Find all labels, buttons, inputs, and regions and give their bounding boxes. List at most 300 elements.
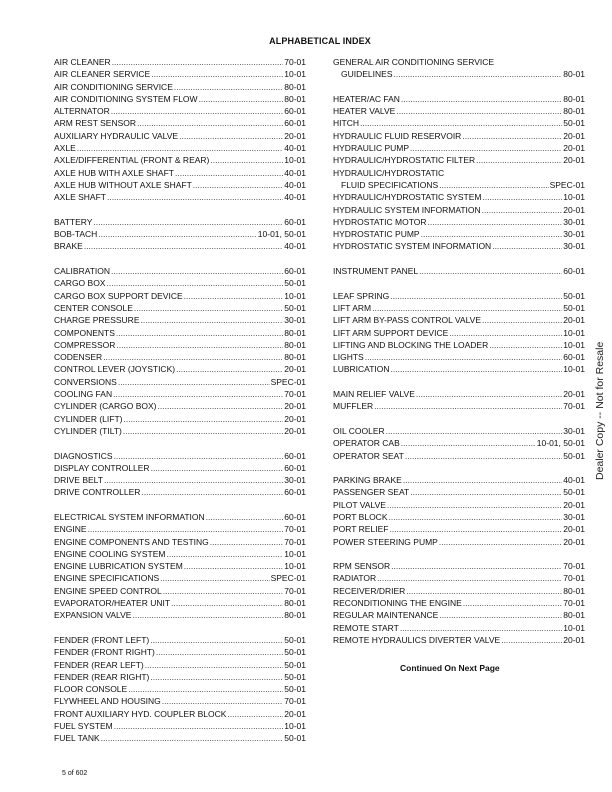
index-entry: [333, 597, 585, 609]
index-entry: [54, 634, 306, 646]
index-term: REMOTE HYDRAULICS DIVERTER VALVE: [333, 634, 501, 645]
dot-leader: [145, 659, 284, 671]
index-entry: [54, 413, 306, 425]
index-page-ref: 60-01: [284, 118, 306, 129]
index-page-ref: 50-01: [563, 302, 585, 313]
dot-leader: [116, 339, 283, 351]
index-entry: [333, 204, 585, 216]
dot-leader: [210, 536, 283, 548]
index-term: DIAGNOSTICS: [54, 450, 113, 461]
index-entry: [54, 597, 306, 609]
index-term: AXLE SHAFT: [54, 192, 106, 203]
index-page-ref: 10-01: [563, 622, 585, 633]
dot-leader: [132, 609, 283, 621]
dot-leader: [401, 93, 562, 105]
dot-leader: [137, 117, 283, 129]
dot-leader: [98, 228, 257, 240]
index-entry: [54, 339, 306, 351]
index-page-ref: 50-01: [284, 733, 306, 744]
index-term: HYDRAULIC SYSTEM INFORMATION: [333, 204, 481, 215]
index-entry: [333, 351, 585, 363]
index-entry: [333, 240, 585, 252]
index-term: ENGINE LUBRICATION SYSTEM: [54, 561, 183, 572]
index-term: FENDER (REAR LEFT): [54, 659, 144, 670]
index-entry: [333, 474, 585, 486]
index-entry: [333, 167, 585, 179]
index-term: HYDROSTATIC PUMP: [333, 229, 420, 240]
dot-leader: [482, 191, 562, 203]
index-spacer: [54, 622, 306, 634]
index-page-ref: 50-01: [284, 302, 306, 313]
dot-leader: [171, 597, 283, 609]
index-page-ref: 10-01, 50-01: [257, 229, 306, 240]
dot-leader: [377, 572, 562, 584]
index-entry: [54, 474, 306, 486]
index-page-ref: 30-01: [284, 315, 306, 326]
index-term: GUIDELINES: [341, 69, 393, 80]
index-entry: [54, 683, 306, 695]
index-term: RPM SENSOR: [333, 561, 391, 572]
index-entry: [54, 450, 306, 462]
index-entry: [54, 228, 306, 240]
index-entry: [54, 179, 306, 191]
index-entry: [54, 695, 306, 707]
dot-leader: [114, 720, 284, 732]
index-term: COOLING FAN: [54, 389, 113, 400]
index-term: LUBRICATION: [333, 364, 390, 375]
index-page-ref: 60-01: [284, 487, 306, 498]
index-term: FLYWHEEL AND HOUSING: [54, 696, 161, 707]
page-title: ALPHABETICAL INDEX: [269, 36, 371, 46]
index-page-ref: 70-01: [563, 401, 585, 412]
index-term: OPERATOR CAB: [333, 438, 400, 449]
dot-leader: [394, 68, 563, 80]
index-page-ref: 10-01: [284, 548, 306, 559]
index-term: CALIBRATION: [54, 266, 111, 277]
dot-leader: [386, 425, 563, 437]
index-page-ref: SPEC-01: [270, 376, 306, 387]
index-term: BRAKE: [54, 241, 83, 252]
index-spacer: [54, 499, 306, 511]
index-page-ref: 20-01: [563, 524, 585, 535]
index-page-ref: 20-01: [563, 315, 585, 326]
index-page-ref: 70-01: [563, 598, 585, 609]
index-term: AIR CLEANER SERVICE: [54, 69, 151, 80]
dot-leader: [401, 437, 536, 449]
dot-leader: [501, 634, 562, 646]
dot-leader: [410, 142, 562, 154]
index-page-ref: 20-01: [284, 425, 306, 436]
index-term: LIFT ARM: [333, 302, 372, 313]
dot-leader: [391, 363, 563, 375]
index-page-ref: 10-01: [284, 290, 306, 301]
index-term: LEAF SPRING: [333, 290, 390, 301]
index-term: FLUID SPECIFICATIONS: [341, 179, 439, 190]
dot-leader: [84, 240, 283, 252]
index-term: FUEL TANK: [54, 733, 100, 744]
index-page-ref: 20-01: [284, 401, 306, 412]
dot-leader: [421, 228, 563, 240]
index-entry: [54, 732, 306, 744]
dot-leader: [410, 486, 562, 498]
dot-leader: [118, 376, 270, 388]
index-term: HYDRAULIC/HYDROSTATIC: [333, 167, 445, 178]
index-term: PORT RELIEF: [333, 524, 389, 535]
index-term: RADIATOR: [333, 573, 377, 584]
dot-leader: [374, 400, 562, 412]
dot-leader: [210, 154, 283, 166]
index-entry: [333, 290, 585, 302]
index-term: HYDRAULIC FLUID RESERVOIR: [333, 130, 462, 141]
index-page-ref: 40-01: [284, 143, 306, 154]
index-entry: [333, 314, 585, 326]
index-entry: [333, 634, 585, 646]
index-term: PARKING BRAKE: [333, 475, 402, 486]
dot-leader: [113, 388, 283, 400]
index-page-ref: 30-01: [284, 475, 306, 486]
index-term: CONVERSIONS: [54, 376, 117, 387]
index-term: AIR CLEANER: [54, 57, 111, 67]
index-entry: [54, 265, 306, 277]
index-page-ref: 70-01: [563, 561, 585, 572]
index-page-ref: 10-01: [284, 561, 306, 572]
index-term: ENGINE: [54, 524, 87, 535]
index-page-ref: 70-01: [284, 524, 306, 535]
index-entry: [333, 302, 585, 314]
index-page-ref: 50-01: [284, 659, 306, 670]
index-page-ref: 60-01: [563, 352, 585, 363]
index-page-ref: 70-01: [284, 696, 306, 707]
index-entry: [333, 450, 585, 462]
index-term: PORT BLOCK: [333, 511, 388, 522]
index-page-ref: 60-01: [284, 216, 306, 227]
index-spacer: [54, 437, 306, 449]
index-term: HYDRAULIC/HYDROSTATIC SYSTEM: [333, 192, 482, 203]
index-term: AXLE HUB WITHOUT AXLE SHAFT: [54, 179, 192, 190]
index-entry: [54, 191, 306, 203]
index-entry: [333, 511, 585, 523]
index-term: FLOOR CONSOLE: [54, 684, 128, 695]
index-spacer: [333, 376, 585, 388]
index-spacer: [333, 413, 585, 425]
index-entry: [333, 572, 585, 584]
index-entry: [54, 290, 306, 302]
index-page-ref: 50-01: [563, 290, 585, 301]
index-entry: [54, 277, 306, 289]
dot-leader: [463, 597, 562, 609]
dot-leader: [175, 167, 283, 179]
index-page-ref: 10-01: [563, 327, 585, 338]
index-term: AUXILIARY HYDRAULIC VALVE: [54, 130, 179, 141]
index-page-ref: 40-01: [563, 475, 585, 486]
index-page-ref: 70-01: [284, 536, 306, 547]
index-term: CONTROL LEVER (JOYSTICK): [54, 364, 176, 375]
index-page-ref: 10-01: [284, 69, 306, 80]
index-term: FENDER (FRONT LEFT): [54, 634, 150, 645]
index-entry: [333, 560, 585, 572]
index-entry: [54, 154, 306, 166]
index-page-ref: 50-01: [284, 671, 306, 682]
index-term: LIGHTS: [333, 352, 364, 363]
index-page-ref: SPEC-01: [270, 573, 306, 584]
index-entry: [333, 265, 585, 277]
index-term: MUFFLER: [333, 401, 374, 412]
dot-leader: [365, 351, 563, 363]
index-term: LIFT ARM BY-PASS CONTROL VALVE: [333, 315, 482, 326]
dot-leader: [428, 216, 563, 228]
index-term: PASSENGER SEAT: [333, 487, 410, 498]
index-term: HEATER/AC FAN: [333, 93, 400, 104]
index-spacer: [333, 253, 585, 265]
index-term: CYLINDER (CARGO BOX): [54, 401, 157, 412]
index-page-ref: 10-01: [284, 155, 306, 166]
index-column-left: [54, 56, 306, 745]
index-entry: [333, 327, 585, 339]
index-entry: [54, 400, 306, 412]
index-page-ref: 70-01: [284, 585, 306, 596]
index-entry: [333, 154, 585, 166]
index-term: INSTRUMENT PANEL: [333, 266, 419, 277]
index-entry: [333, 486, 585, 498]
index-spacer: [54, 253, 306, 265]
dot-leader: [405, 450, 562, 462]
dot-leader: [206, 511, 284, 523]
dot-leader: [141, 486, 283, 498]
dot-leader: [93, 216, 283, 228]
dot-leader: [151, 462, 284, 474]
index-term: OIL COOLER: [333, 425, 385, 436]
index-entry: [54, 659, 306, 671]
index-page-ref: 80-01: [284, 81, 306, 92]
index-spacer: [333, 277, 585, 289]
dot-leader: [88, 523, 284, 535]
dot-leader: [174, 81, 283, 93]
dot-leader: [163, 585, 284, 597]
index-page-ref: 50-01: [563, 450, 585, 461]
index-page-ref: 50-01: [563, 487, 585, 498]
index-entry: [54, 425, 306, 437]
dot-leader: [111, 265, 283, 277]
index-entry: [333, 56, 585, 68]
dot-leader: [184, 290, 284, 302]
index-entry: [54, 167, 306, 179]
dot-leader: [151, 68, 283, 80]
index-entry: [333, 425, 585, 437]
index-page-ref: 50-01: [284, 684, 306, 695]
dot-leader: [77, 142, 284, 154]
dot-leader: [439, 536, 562, 548]
index-page-ref: 80-01: [284, 610, 306, 621]
index-page-ref: 20-01: [284, 708, 306, 719]
index-entry: [333, 179, 585, 191]
dot-leader: [160, 572, 269, 584]
index-page-ref: 40-01: [284, 167, 306, 178]
index-entry: [333, 142, 585, 154]
index-term: LIFTING AND BLOCKING THE LOADER: [333, 339, 489, 350]
index-term: DISPLAY CONTROLLER: [54, 462, 150, 473]
dot-leader: [439, 609, 562, 621]
dot-leader: [372, 302, 562, 314]
index-term: REMOTE START: [333, 622, 399, 633]
index-term: ENGINE COMPONENTS AND TESTING: [54, 536, 209, 547]
index-page-ref: 70-01: [563, 573, 585, 584]
index-term: AIR CONDITIONING SYSTEM FLOW: [54, 93, 198, 104]
index-page-ref: 20-01: [284, 364, 306, 375]
index-page-ref: 70-01: [284, 389, 306, 400]
dot-leader: [193, 179, 283, 191]
index-spacer: [333, 548, 585, 560]
index-entry: [54, 130, 306, 142]
index-entry: [54, 609, 306, 621]
index-term: AXLE/DIFFERENTIAL (FRONT & REAR): [54, 155, 210, 166]
index-page-ref: 80-01: [284, 598, 306, 609]
index-entry: [333, 130, 585, 142]
index-page-ref: 40-01: [284, 192, 306, 203]
index-page-ref: 80-01: [284, 327, 306, 338]
index-spacer: [333, 462, 585, 474]
dot-leader: [111, 105, 284, 117]
index-page-ref: 60-01: [563, 266, 585, 277]
index-entry: [54, 388, 306, 400]
index-page-ref: 20-01: [284, 130, 306, 141]
index-page-ref: 50-01: [563, 118, 585, 129]
dot-leader: [391, 560, 562, 572]
index-page-ref: 80-01: [563, 69, 585, 80]
index-spacer: [333, 81, 585, 93]
index-term: FENDER (REAR RIGHT): [54, 671, 150, 682]
index-term: CYLINDER (LIFT): [54, 413, 123, 424]
index-entry: [333, 339, 585, 351]
index-term: GENERAL AIR CONDITIONING SERVICE: [333, 57, 495, 67]
index-entry: [54, 93, 306, 105]
dot-leader: [158, 400, 284, 412]
index-term: OPERATOR SEAT: [333, 450, 404, 461]
index-entry: [54, 142, 306, 154]
index-page-ref: 60-01: [284, 450, 306, 461]
index-entry: [54, 105, 306, 117]
index-entry: [333, 585, 585, 597]
index-term: HYDROSTATIC SYSTEM INFORMATION: [333, 241, 492, 252]
dot-leader: [134, 302, 283, 314]
index-term: DRIVE CONTROLLER: [54, 487, 141, 498]
index-entry: [54, 68, 306, 80]
index-term: RECONDITIONING THE ENGINE: [333, 598, 462, 609]
index-entry: [333, 117, 585, 129]
index-entry: [54, 671, 306, 683]
dot-leader: [103, 351, 283, 363]
index-entry: [54, 327, 306, 339]
index-term: CYLINDER (TILT): [54, 425, 122, 436]
dot-leader: [389, 523, 562, 535]
index-entry: [54, 117, 306, 129]
index-term: FRONT AUXILIARY HYD. COUPLER BLOCK: [54, 708, 227, 719]
dot-leader: [482, 314, 562, 326]
index-page-ref: 80-01: [284, 339, 306, 350]
index-column-right: [333, 56, 585, 646]
index-entry: [54, 523, 306, 535]
index-page-ref: 10-01: [563, 192, 585, 203]
index-page-ref: 30-01: [563, 216, 585, 227]
index-term: FENDER (FRONT RIGHT): [54, 647, 155, 658]
index-entry: [54, 376, 306, 388]
index-page-ref: 80-01: [563, 93, 585, 104]
index-page-ref: 50-01: [284, 278, 306, 289]
index-term: HYDRAULIC PUMP: [333, 143, 410, 154]
index-term: AXLE: [54, 143, 76, 154]
index-term: HEATER VALVE: [333, 106, 396, 117]
index-entry: [333, 609, 585, 621]
index-page-ref: 40-01: [284, 241, 306, 252]
index-page-ref: 80-01: [284, 352, 306, 363]
index-entry: [54, 536, 306, 548]
dot-leader: [114, 450, 284, 462]
index-entry: [333, 499, 585, 511]
dot-leader: [462, 130, 562, 142]
index-term: RECEIVER/DRIER: [333, 585, 406, 596]
index-entry: [54, 240, 306, 252]
dot-leader: [390, 290, 562, 302]
index-page-ref: 20-01: [563, 389, 585, 400]
index-entry: [54, 560, 306, 572]
dot-leader: [199, 93, 284, 105]
index-term: ARM REST SENSOR: [54, 118, 137, 129]
index-entry: [54, 708, 306, 720]
continued-note: Continued On Next Page: [400, 663, 500, 673]
index-entry: [333, 216, 585, 228]
index-entry: [54, 511, 306, 523]
index-term: AIR CONDITIONING SERVICE: [54, 81, 173, 92]
index-page-ref: 20-01: [563, 204, 585, 215]
index-term: CENTER CONSOLE: [54, 302, 133, 313]
index-term: MAIN RELIEF VALVE: [333, 389, 415, 400]
index-page-ref: 10-01, 50-01: [536, 438, 585, 449]
index-term: BATTERY: [54, 216, 93, 227]
index-term: BOB-TACH: [54, 229, 98, 240]
dot-leader: [106, 277, 283, 289]
index-page-ref: SPEC-01: [549, 179, 585, 190]
index-entry: [54, 548, 306, 560]
dot-leader: [482, 204, 563, 216]
index-entry: [54, 585, 306, 597]
index-page-ref: 50-01: [284, 647, 306, 658]
dot-leader: [104, 474, 283, 486]
dot-leader: [107, 191, 283, 203]
index-page-ref: 30-01: [563, 425, 585, 436]
index-term: AXLE HUB WITH AXLE SHAFT: [54, 167, 174, 178]
index-entry: [333, 523, 585, 535]
index-page-ref: 80-01: [563, 106, 585, 117]
dot-leader: [388, 511, 562, 523]
dot-leader: [416, 388, 562, 400]
index-entry: [333, 400, 585, 412]
index-entry: [54, 216, 306, 228]
index-page-ref: 10-01: [563, 364, 585, 375]
index-entry: [333, 68, 585, 80]
dot-leader: [141, 314, 284, 326]
dot-leader: [150, 634, 283, 646]
index-entry: [54, 81, 306, 93]
dot-leader: [162, 695, 284, 707]
dot-leader: [227, 708, 283, 720]
index-term: ENGINE SPEED CONTROL: [54, 585, 162, 596]
index-term: EXPANSION VALVE: [54, 610, 132, 621]
index-term: COMPRESSOR: [54, 339, 116, 350]
index-page-ref: 20-01: [563, 499, 585, 510]
index-term: CODENSER: [54, 352, 103, 363]
index-term: HYDROSTATIC MOTOR: [333, 216, 427, 227]
index-term: POWER STEERING PUMP: [333, 536, 438, 547]
dot-leader: [439, 179, 548, 191]
